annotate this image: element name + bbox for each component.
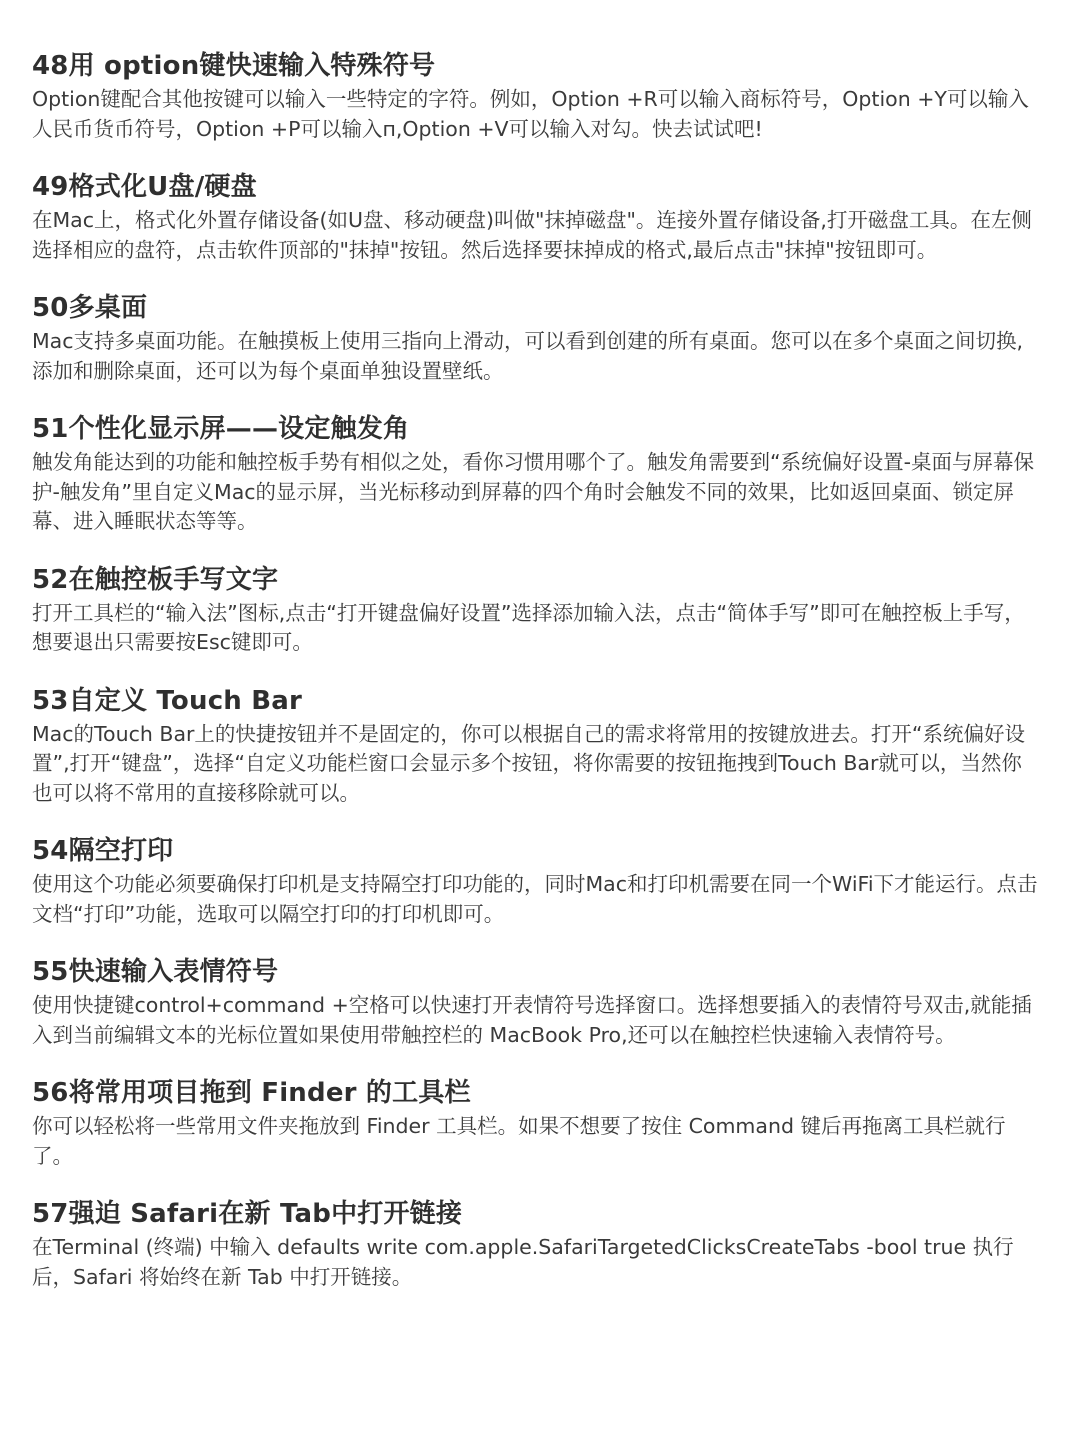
tip-50 — [32, 290, 1040, 386]
tip-body: Mac的Touch Bar上的快捷按钮并不是固定的，你可以根据自己的需求将常用的按键放进去。打开“系统偏好设置”,打开“键盘”，选择“自定义功能栏窗口会显示多个按钮，将你需要的按钮拖拽到Touch Bar就可以，当然你也可以将不常用的直接移除就可以。 — [32, 721, 1026, 805]
tip-body: 你可以轻松将一些常用文件夹拖放到 Finder 工具栏。如果不想要了按住 Command 键后再拖离工具栏就行了。 — [32, 1114, 1006, 1168]
tip-51 — [32, 411, 1040, 537]
tip-body: 使用快捷键control+command +空格可以快速打开表情符号选择窗口。选择想要插入的表情符号双击,就能插入到当前编辑文本的光标位置如果使用带触控栏的 MacBook Pro,还可以在触控栏快速输入表情符号。 — [32, 993, 1032, 1047]
tip-48 — [32, 48, 1040, 144]
tip-52 — [32, 562, 1040, 658]
tip-body: 触发角能达到的功能和触控板手势有相似之处，看你习惯用哪个了。触发角需要到“系统偏好设置-桌面与屏幕保护-触发角”里自定义Mac的显示屏，当光标移动到屏幕的四个角时会触发不同的效果，比如返回桌面、锁定屏幕、进入睡眠状态等等。 — [32, 450, 1035, 533]
tip-body: 使用这个功能必须要确保打印机是支持隔空打印功能的，同时Mac和打印机需要在同一个WiFi下才能运行。点击文档“打印”功能，选取可以隔空打印的打印机即可。 — [32, 872, 1038, 926]
tip-title: 49格式化U盘/硬盘 — [32, 172, 257, 202]
tip-title: 50多桌面 — [32, 293, 148, 323]
tip-body: Mac支持多桌面功能。在触摸板上使用三指向上滑动，可以看到创建的所有桌面。您可以在多个桌面之间切换,添加和删除桌面，还可以为每个桌面单独设置壁纸。 — [32, 329, 1024, 383]
tip-title: 53自定义 Touch Bar — [32, 685, 303, 716]
tip-title: 52在触控板手写文字 — [32, 564, 279, 595]
tip-title: 56将常用项目拖到 Finder 的工具栏 — [32, 1078, 471, 1108]
tip-56 — [32, 1075, 1040, 1171]
tip-title: 51个性化显示屏——设定触发角 — [32, 414, 410, 444]
tip-53 — [32, 683, 1040, 809]
tip-body: 在Mac上，格式化外置存储设备(如U盘、移动硬盘)叫做"抹掉磁盘"。连接外置存储设备,打开磁盘工具。在左侧选择相应的盘符，点击软件顶部的"抹掉"按钮。然后选择要抹掉成的格式,最后点击"抹掉"按钮即可。 — [32, 208, 1032, 262]
tip-body: 在Terminal (终端) 中输入 defaults write com.apple.SafariTargetedClicksCreateTabs -bool true 执行后，Safari 将始终在新 Tab 中打开链接。 — [32, 1235, 1014, 1289]
tip-55 — [32, 954, 1040, 1050]
tip-title: 57强迫 Safari在新 Tab中打开链接 — [32, 1199, 463, 1229]
tip-body: Option键配合其他按键可以输入一些特定的字符。例如，Option +R可以输入商标符号，Option +Y可以输入人民币货币符号，Option +P可以输入п,Option +V可以输入对勾。快去试试吧! — [32, 87, 1029, 141]
tip-49 — [32, 169, 1040, 265]
tip-54 — [32, 833, 1040, 929]
tip-body: 打开工具栏的“输入法”图标,点击“打开键盘偏好设置”选择添加输入法，点击“简体手写”即可在触控板上手写，想要退出只需要按Esc键即可。 — [32, 600, 1025, 654]
tips-list — [32, 48, 1040, 1317]
tip-title: 55快速输入表情符号 — [32, 957, 279, 987]
tip-title: 48用 option键快速输入特殊符号 — [32, 51, 436, 81]
tip-57 — [32, 1196, 1040, 1292]
tip-title: 54隔空打印 — [32, 836, 174, 866]
